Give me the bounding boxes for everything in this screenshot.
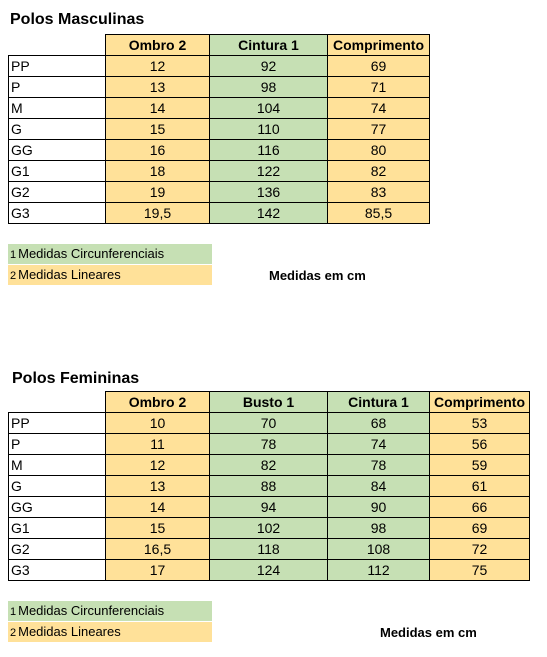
- fem-legend-circumferential: [8, 601, 212, 621]
- masc-legend-linear: [8, 265, 212, 285]
- ombro-cell: 12: [106, 56, 210, 77]
- cintura-cell: 104: [210, 98, 328, 119]
- masc-header-row: [9, 35, 430, 56]
- table-row: [9, 161, 430, 182]
- cintura-cell: 122: [210, 161, 328, 182]
- size-label: M: [9, 98, 106, 119]
- legend-text: Medidas Lineares: [18, 624, 121, 639]
- ombro-cell: 16,5: [106, 539, 210, 560]
- fem-size-table: [8, 391, 530, 581]
- table-row: [9, 140, 430, 161]
- ombro-cell: 13: [106, 77, 210, 98]
- table-row: [9, 434, 530, 455]
- comprimento-cell: 56: [430, 434, 530, 455]
- ombro-cell: 12: [106, 455, 210, 476]
- cintura-cell: 116: [210, 140, 328, 161]
- comprimento-cell: 71: [328, 77, 430, 98]
- ombro-cell: 16: [106, 140, 210, 161]
- legend-text: Medidas Circunferenciais: [18, 603, 165, 618]
- comprimento-cell: 61: [430, 476, 530, 497]
- ombro-cell: 18: [106, 161, 210, 182]
- comprimento-cell: 59: [430, 455, 530, 476]
- masc-units-note: Medidas em cm: [269, 268, 366, 283]
- table-row: [9, 539, 530, 560]
- size-label: GG: [9, 497, 106, 518]
- size-label: M: [9, 455, 106, 476]
- ombro-cell: 15: [106, 518, 210, 539]
- size-label: G3: [9, 203, 106, 224]
- fem-col-cintura: Cintura 1: [328, 392, 430, 413]
- comprimento-cell: 72: [430, 539, 530, 560]
- fem-title: Polos Femininas: [12, 370, 140, 387]
- cintura-cell: 90: [328, 497, 430, 518]
- comprimento-cell: 75: [430, 560, 530, 581]
- masc-title: Polos Masculinas: [10, 11, 145, 28]
- cintura-cell: 84: [328, 476, 430, 497]
- busto-cell: 70: [210, 413, 328, 434]
- ombro-cell: 14: [106, 497, 210, 518]
- masc-size-table: [8, 34, 430, 224]
- table-row: [9, 98, 430, 119]
- size-label: G: [9, 119, 106, 140]
- size-label: PP: [9, 56, 106, 77]
- fem-legend-linear: [8, 622, 212, 642]
- comprimento-cell: 74: [328, 98, 430, 119]
- comprimento-cell: 85,5: [328, 203, 430, 224]
- fem-units-note: Medidas em cm: [380, 625, 477, 640]
- comprimento-cell: 77: [328, 119, 430, 140]
- comprimento-cell: 53: [430, 413, 530, 434]
- comprimento-cell: 69: [430, 518, 530, 539]
- table-row: [9, 560, 530, 581]
- legend-text: Medidas Circunferenciais: [18, 246, 165, 261]
- busto-cell: 118: [210, 539, 328, 560]
- masc-legend-circumferential: [8, 244, 212, 264]
- ombro-cell: 19: [106, 182, 210, 203]
- cintura-cell: 142: [210, 203, 328, 224]
- fem-col-ombro: Ombro 2: [106, 392, 210, 413]
- cintura-cell: 98: [210, 77, 328, 98]
- cintura-cell: 98: [328, 518, 430, 539]
- cintura-cell: 112: [328, 560, 430, 581]
- ombro-cell: 14: [106, 98, 210, 119]
- table-row: [9, 413, 530, 434]
- legend-number: 1: [10, 249, 17, 261]
- ombro-cell: 19,5: [106, 203, 210, 224]
- size-label: P: [9, 434, 106, 455]
- masc-corner-cell: [9, 35, 106, 56]
- table-row: [9, 119, 430, 140]
- size-label: GG: [9, 140, 106, 161]
- cintura-cell: 68: [328, 413, 430, 434]
- size-label: G1: [9, 518, 106, 539]
- cintura-cell: 110: [210, 119, 328, 140]
- table-row: [9, 518, 530, 539]
- cintura-cell: 136: [210, 182, 328, 203]
- busto-cell: 78: [210, 434, 328, 455]
- cintura-cell: 78: [328, 455, 430, 476]
- ombro-cell: 17: [106, 560, 210, 581]
- size-label: P: [9, 77, 106, 98]
- busto-cell: 102: [210, 518, 328, 539]
- size-label: G1: [9, 161, 106, 182]
- size-label: G2: [9, 539, 106, 560]
- busto-cell: 88: [210, 476, 328, 497]
- table-row: [9, 182, 430, 203]
- table-row: [9, 476, 530, 497]
- cintura-cell: 74: [328, 434, 430, 455]
- comprimento-cell: 80: [328, 140, 430, 161]
- cintura-cell: 92: [210, 56, 328, 77]
- table-row: [9, 497, 530, 518]
- fem-col-comprimento: Comprimento: [430, 392, 530, 413]
- busto-cell: 82: [210, 455, 328, 476]
- table-row: [9, 77, 430, 98]
- table-row: [9, 203, 430, 224]
- busto-cell: 94: [210, 497, 328, 518]
- size-label: G3: [9, 560, 106, 581]
- ombro-cell: 13: [106, 476, 210, 497]
- fem-col-busto: Busto 1: [210, 392, 328, 413]
- masc-col-ombro: Ombro 2: [106, 35, 210, 56]
- ombro-cell: 11: [106, 434, 210, 455]
- size-label: PP: [9, 413, 106, 434]
- table-row: [9, 455, 530, 476]
- legend-number: 2: [10, 627, 17, 639]
- size-label: G: [9, 476, 106, 497]
- comprimento-cell: 83: [328, 182, 430, 203]
- legend-number: 1: [10, 606, 17, 618]
- fem-corner-cell: [9, 392, 106, 413]
- masc-col-comprimento: Comprimento: [328, 35, 430, 56]
- comprimento-cell: 82: [328, 161, 430, 182]
- comprimento-cell: 69: [328, 56, 430, 77]
- legend-text: Medidas Lineares: [18, 267, 121, 282]
- comprimento-cell: 66: [430, 497, 530, 518]
- size-label: G2: [9, 182, 106, 203]
- busto-cell: 124: [210, 560, 328, 581]
- ombro-cell: 10: [106, 413, 210, 434]
- cintura-cell: 108: [328, 539, 430, 560]
- ombro-cell: 15: [106, 119, 210, 140]
- masc-col-cintura: Cintura 1: [210, 35, 328, 56]
- table-row: [9, 56, 430, 77]
- fem-header-row: [9, 392, 530, 413]
- legend-number: 2: [10, 270, 17, 282]
